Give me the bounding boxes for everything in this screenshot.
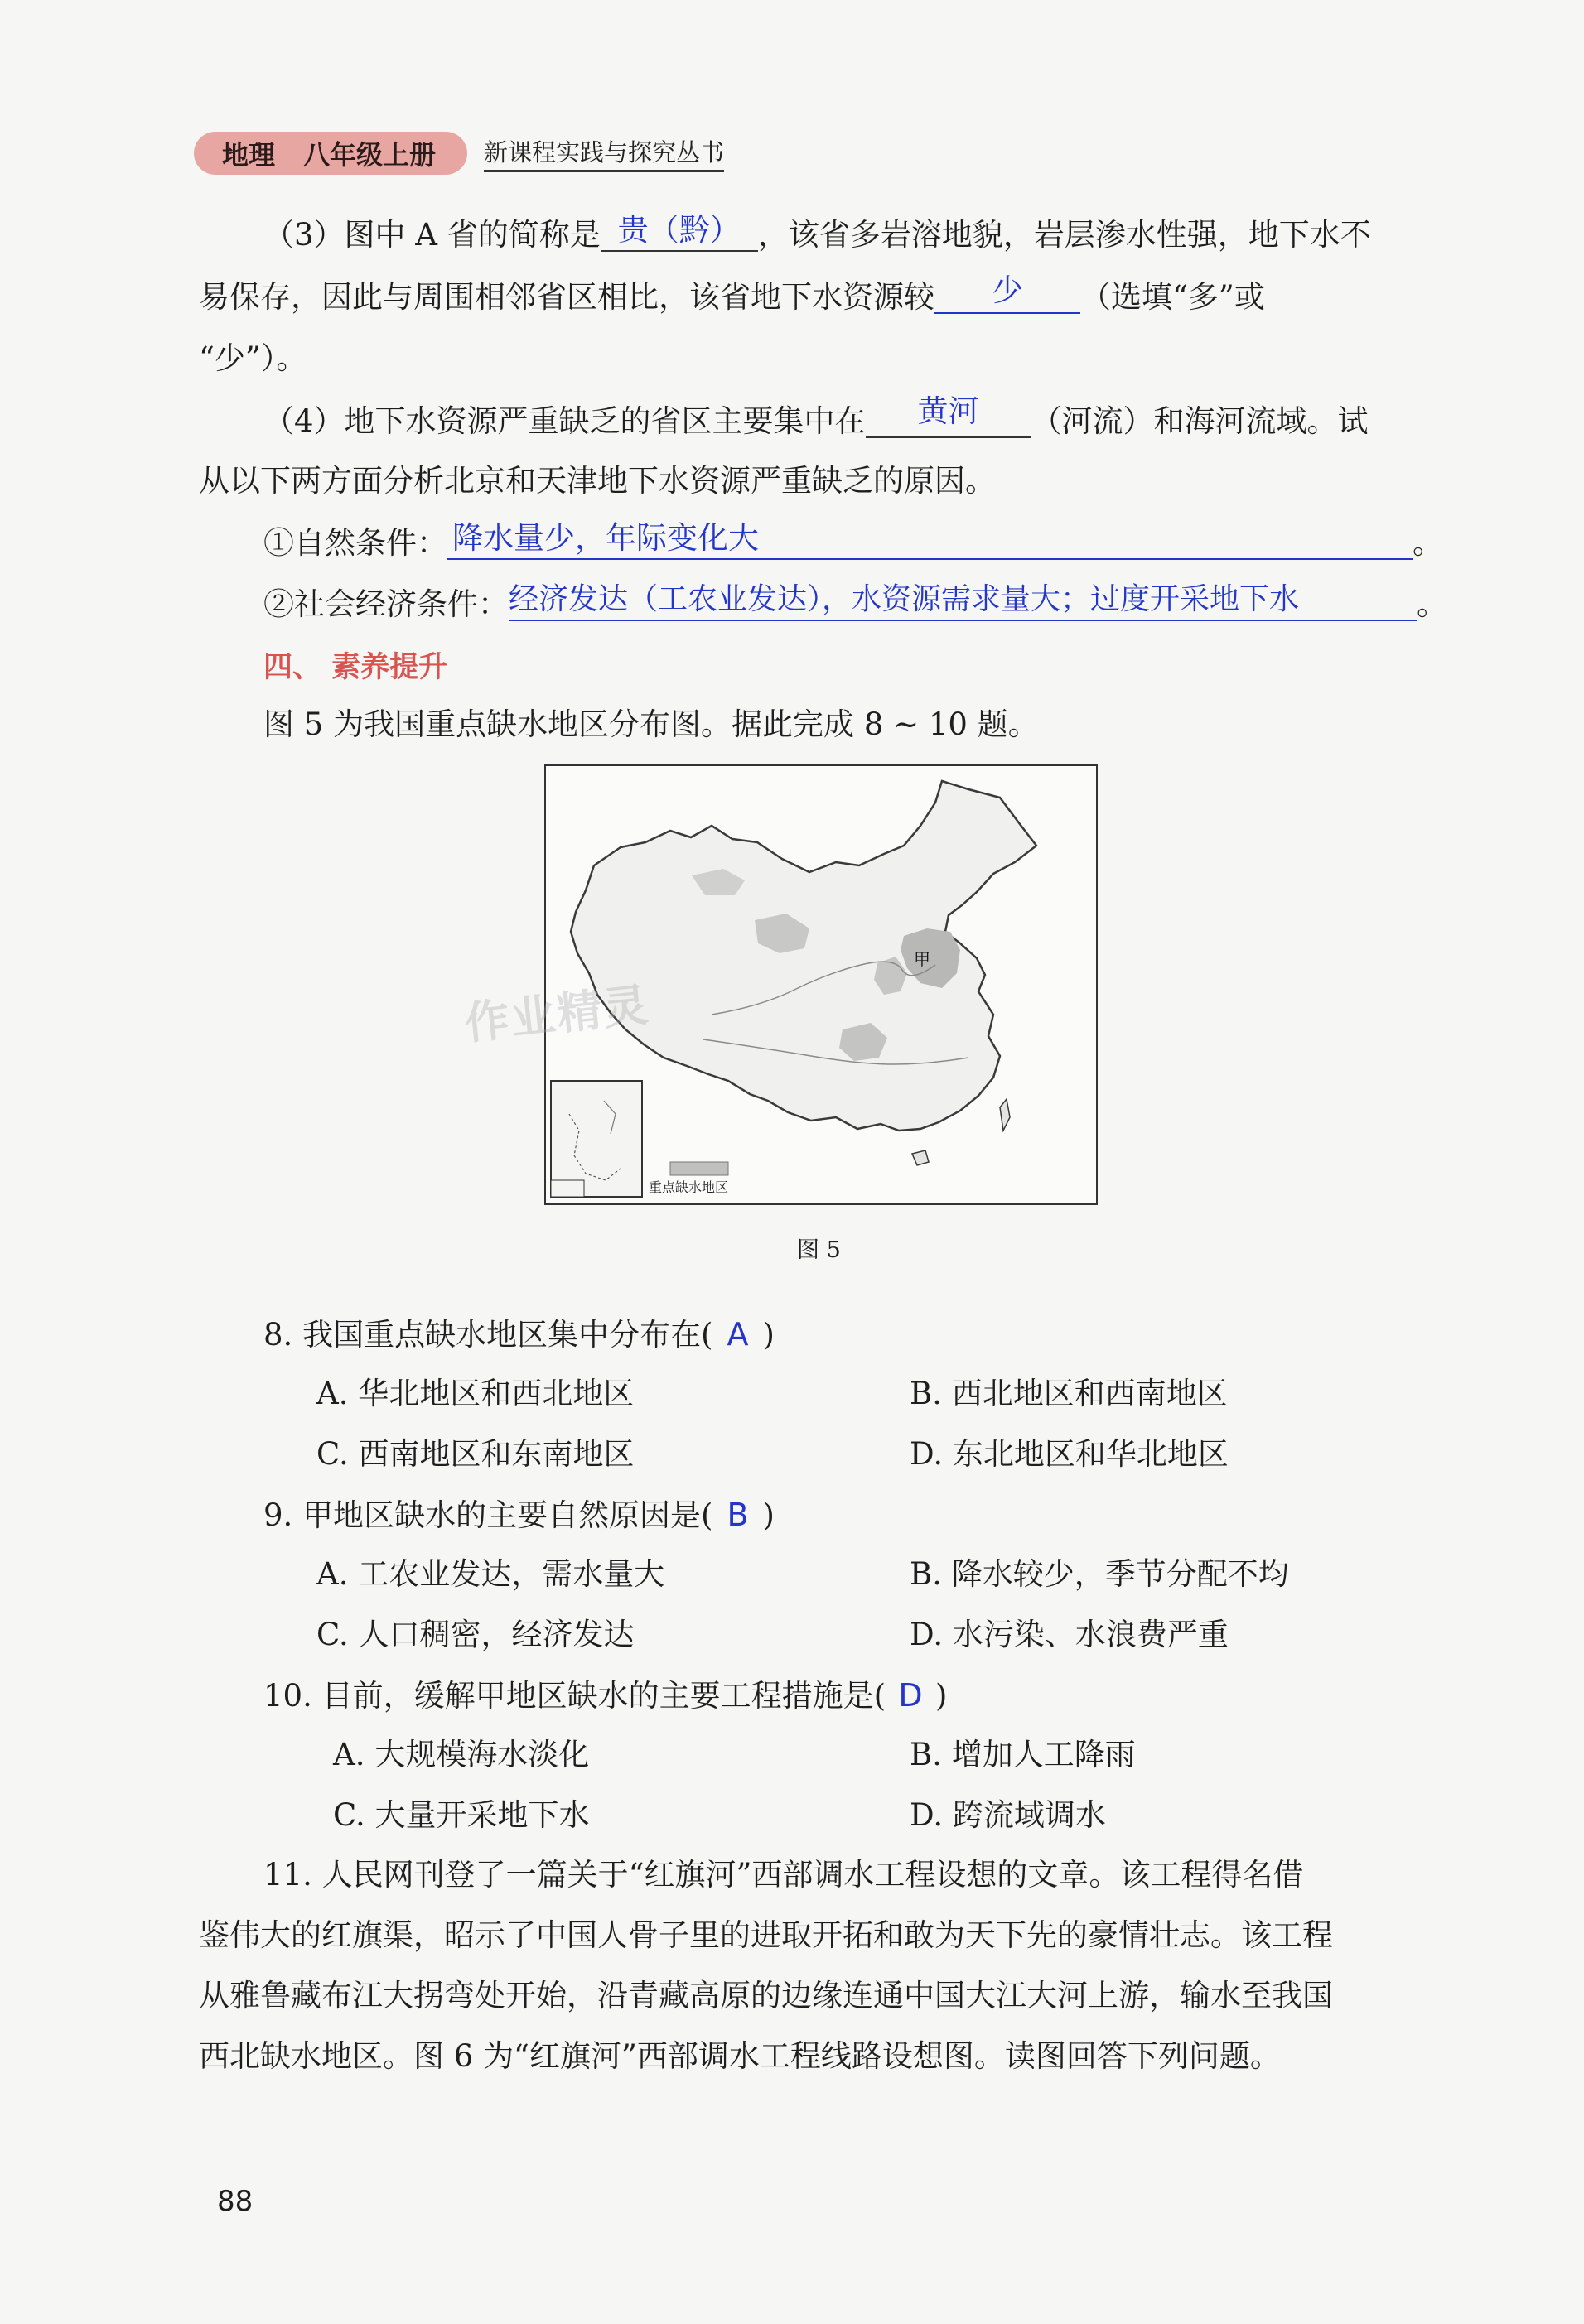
q11-line3: 从雅鲁藏布江大拐弯处开始，沿青藏高原的边缘连通中国大江大河上游，输水至我国 — [199, 1978, 1333, 2013]
q3-line1: （3）图中 A 省的简称是 贵（黔） ，该省多岩溶地貌，岩层渗水性强，地下水不 — [263, 212, 1371, 253]
q3-line2: 易保存，因此与周围相邻省区相比，该省地下水资源较 少 （选填“多”或 — [199, 272, 1265, 315]
q11-line4: 西北缺水地区。图 6 为“红旗河”西部调水工程线路设想图。读图回答下列问题。 — [199, 2038, 1281, 2074]
q8-option-a: A. 华北地区和西北地区 — [316, 1376, 635, 1411]
legend-label: 重点缺水地区 — [649, 1179, 729, 1195]
taiwan-island — [1000, 1099, 1010, 1131]
q3-line3: “少”）。 — [199, 340, 307, 376]
q9-stem: 9. 甲地区缺水的主要自然原因是( B ) — [263, 1497, 775, 1533]
south-china-sea-inset — [551, 1081, 642, 1197]
q9-answer: B — [727, 1497, 749, 1533]
hainan-island — [912, 1150, 929, 1165]
q9-option-c: C. 人口稠密，经济发达 — [316, 1617, 635, 1652]
q3-blank2 — [934, 272, 1080, 314]
q10-answer: D — [898, 1677, 923, 1714]
q10-option-b: B. 增加人工降雨 — [910, 1737, 1136, 1772]
q9-option-a: A. 工农业发达，需水量大 — [316, 1556, 665, 1592]
q8-option-d: D. 东北地区和华北地区 — [910, 1436, 1229, 1472]
q8-option-c: C. 西南地区和东南地区 — [316, 1436, 635, 1472]
q3-answer1: 贵（黔） — [617, 212, 741, 248]
q8-stem: 8. 我国重点缺水地区集中分布在( A ) — [263, 1316, 775, 1352]
q3-blank1 — [601, 212, 758, 252]
subject-grade-pill — [194, 132, 467, 175]
q4-social: ②社会经济条件： 经济发达（工农业发达），水资源需求量大；过度开采地下水 。 — [263, 582, 1447, 622]
q10-option-d: D. 跨流域调水 — [910, 1797, 1106, 1833]
q10-option-a: A. 大规模海水淡化 — [333, 1737, 590, 1772]
q4-line2: 从以下两方面分析北京和天津地下水资源严重缺乏的原因。 — [199, 463, 996, 499]
q4-natural: ①自然条件： 降水量少，年际变化大 。 — [263, 520, 1443, 561]
subject-label: 地理 — [222, 139, 276, 171]
q10-option-c: C. 大量开采地下水 — [333, 1797, 590, 1833]
q10-stem: 10. 目前，缓解甲地区缺水的主要工程措施是( D ) — [263, 1677, 948, 1714]
q8-answer: A — [727, 1316, 749, 1352]
map-label-jia: 甲 — [914, 949, 930, 969]
page-number: 88 — [217, 2185, 254, 2218]
legend-swatch — [670, 1162, 728, 1175]
q4-social-answer: 经济发达（工农业发达），水资源需求量大；过度开采地下水 — [509, 582, 1300, 616]
q4-social-blank — [509, 582, 1417, 621]
q8-option-b: B. 西北地区和西南地区 — [910, 1376, 1228, 1411]
figure-caption: 图 5 — [797, 1237, 841, 1263]
series-title: 新课程实践与探究丛书 — [484, 134, 724, 172]
watermark: 作业精灵 — [461, 978, 653, 1050]
q4-answer: 黄河 — [917, 393, 979, 429]
intro-text: 图 5 为我国重点缺水地区分布图。据此完成 8 ~ 10 题。 — [263, 706, 1039, 742]
q4-natural-blank — [447, 520, 1413, 560]
q4-natural-answer: 降水量少，年际变化大 — [452, 520, 759, 556]
q9-option-b: B. 降水较少，季节分配不均 — [910, 1556, 1289, 1592]
q9-option-d: D. 水污染、水浪费严重 — [910, 1617, 1229, 1652]
q3-answer2: 少 — [992, 272, 1023, 308]
q11-line1: 11. 人民网刊登了一篇关于“红旗河”西部调水工程设想的文章。该工程得名借 — [263, 1857, 1304, 1892]
china-outline — [571, 781, 1036, 1131]
grade-label: 八年级上册 — [303, 139, 437, 171]
q11-line2: 鉴伟大的红旗渠，昭示了中国人骨子里的进取开拓和敢为天下先的豪情壮志。该工程 — [199, 1917, 1333, 1953]
section-title: 四、 素养提升 — [263, 651, 448, 684]
q4-line1: （4）地下水资源严重缺乏的省区主要集中在 黄河 （河流）和海河流域。试 — [263, 393, 1369, 439]
page-header — [194, 131, 724, 176]
q4-blank — [866, 393, 1031, 438]
